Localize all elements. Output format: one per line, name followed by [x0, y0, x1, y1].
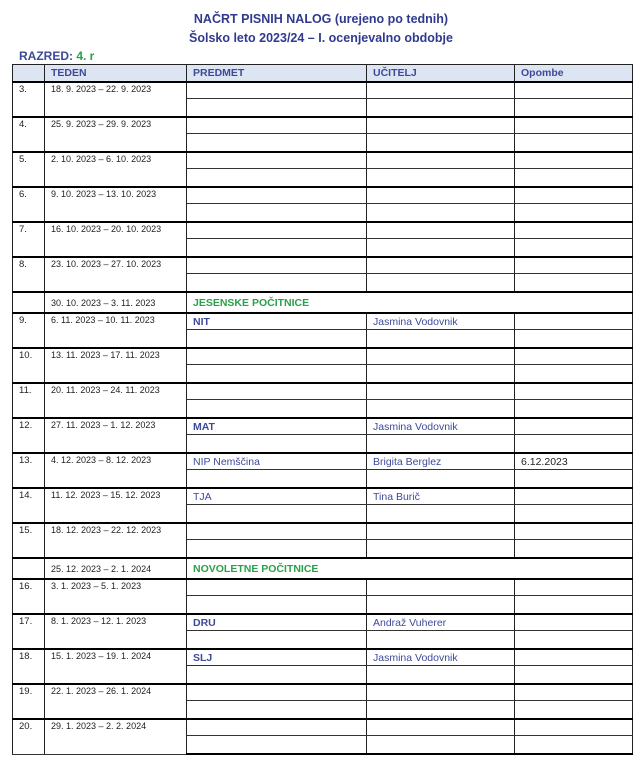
week-dates-cell: 22. 1. 2023 – 26. 1. 2024	[45, 684, 187, 719]
note-cell	[515, 152, 633, 169]
week-dates-cell: 23. 10. 2023 – 27. 10. 2023	[45, 257, 187, 292]
table-row	[13, 719, 633, 736]
table-body	[13, 82, 633, 754]
subject-cell-blank	[187, 169, 367, 188]
week-dates-cell: 3. 1. 2023 – 5. 1. 2023	[45, 579, 187, 614]
holiday-name: JESENSKE POČITNICE	[187, 292, 633, 313]
subject-cell-blank	[187, 99, 367, 118]
teacher-cell-blank	[367, 239, 515, 258]
week-number-cell: 17.	[13, 614, 45, 649]
teacher-cell	[367, 152, 515, 169]
subject-cell	[187, 383, 367, 400]
teacher-cell-blank	[367, 736, 515, 755]
week-dates-cell: 27. 11. 2023 – 1. 12. 2023	[45, 418, 187, 453]
note-cell	[515, 684, 633, 701]
note-cell-blank	[515, 470, 633, 489]
header-predmet: PREDMET	[187, 65, 367, 83]
subject-cell	[187, 117, 367, 134]
teacher-cell	[367, 523, 515, 540]
week-dates-cell: 25. 12. 2023 – 2. 1. 2024	[45, 558, 187, 579]
note-cell-blank	[515, 239, 633, 258]
note-cell	[515, 348, 633, 365]
teacher-cell-blank	[367, 701, 515, 720]
class-value: 4. r	[76, 49, 95, 63]
week-number-cell: 13.	[13, 453, 45, 488]
subject-cell: NIT	[187, 313, 367, 330]
week-number-cell: 12.	[13, 418, 45, 453]
header-opombe: Opombe	[515, 65, 633, 83]
note-cell-blank	[515, 169, 633, 188]
test-schedule-table	[12, 64, 633, 755]
teacher-cell-blank	[367, 596, 515, 615]
subject-cell-blank	[187, 540, 367, 559]
week-dates-cell: 18. 9. 2023 – 22. 9. 2023	[45, 82, 187, 117]
note-cell: 6.12.2023	[515, 453, 633, 470]
subject-cell-blank	[187, 134, 367, 153]
table-row	[13, 684, 633, 701]
subject-cell	[187, 187, 367, 204]
subject-cell-blank	[187, 701, 367, 720]
teacher-cell	[367, 222, 515, 239]
subject-cell-blank	[187, 666, 367, 685]
subject-cell: DRU	[187, 614, 367, 631]
subject-cell	[187, 719, 367, 736]
note-cell-blank	[515, 631, 633, 650]
week-dates-cell: 4. 12. 2023 – 8. 12. 2023	[45, 453, 187, 488]
week-number-cell: 6.	[13, 187, 45, 222]
week-dates-cell: 29. 1. 2023 – 2. 2. 2024	[45, 719, 187, 754]
note-cell	[515, 523, 633, 540]
week-dates-cell: 11. 12. 2023 – 15. 12. 2023	[45, 488, 187, 523]
note-cell	[515, 418, 633, 435]
week-number-cell: 15.	[13, 523, 45, 558]
table-row	[13, 418, 633, 435]
teacher-cell: Jasmina Vodovnik	[367, 418, 515, 435]
table-row	[13, 453, 633, 470]
class-label	[19, 49, 94, 63]
subject-cell	[187, 523, 367, 540]
note-cell-blank	[515, 274, 633, 293]
subject-cell	[187, 684, 367, 701]
subject-cell-blank	[187, 435, 367, 454]
class-label-text: RAZRED:	[19, 49, 73, 63]
note-cell	[515, 719, 633, 736]
week-number-cell: 14.	[13, 488, 45, 523]
teacher-cell-blank	[367, 365, 515, 384]
subject-cell	[187, 82, 367, 99]
teacher-cell-blank	[367, 470, 515, 489]
note-cell-blank	[515, 365, 633, 384]
week-number-cell: 4.	[13, 117, 45, 152]
week-dates-cell: 16. 10. 2023 – 20. 10. 2023	[45, 222, 187, 257]
note-cell-blank	[515, 596, 633, 615]
holiday-row	[13, 292, 633, 313]
teacher-cell-blank	[367, 505, 515, 524]
header-teden: TEDEN	[45, 65, 187, 83]
teacher-cell: Tina Burič	[367, 488, 515, 505]
note-cell-blank	[515, 701, 633, 720]
note-cell-blank	[515, 330, 633, 349]
teacher-cell-blank	[367, 435, 515, 454]
document-subtitle: Šolsko leto 2023/24 – I. ocenjevalno obdobje	[189, 31, 453, 45]
teacher-cell	[367, 684, 515, 701]
subject-cell: TJA	[187, 488, 367, 505]
teacher-cell-blank	[367, 274, 515, 293]
table-row	[13, 222, 633, 239]
subject-cell	[187, 222, 367, 239]
table-row	[13, 523, 633, 540]
week-dates-cell: 6. 11. 2023 – 10. 11. 2023	[45, 313, 187, 348]
subject-cell	[187, 257, 367, 274]
holiday-name: NOVOLETNE POČITNICE	[187, 558, 633, 579]
table-header-row	[13, 65, 633, 83]
table-row	[13, 117, 633, 134]
note-cell	[515, 257, 633, 274]
week-number-cell: 8.	[13, 257, 45, 292]
teacher-cell: Brigita Berglez	[367, 453, 515, 470]
table-row	[13, 649, 633, 666]
table-row	[13, 82, 633, 99]
teacher-cell	[367, 348, 515, 365]
teacher-cell	[367, 257, 515, 274]
table-row	[13, 152, 633, 169]
table-row	[13, 488, 633, 505]
note-cell-blank	[515, 204, 633, 223]
week-number-cell	[13, 558, 45, 579]
table-row	[13, 313, 633, 330]
teacher-cell	[367, 117, 515, 134]
subject-cell-blank	[187, 631, 367, 650]
teacher-cell	[367, 82, 515, 99]
note-cell	[515, 488, 633, 505]
week-dates-cell: 18. 12. 2023 – 22. 12. 2023	[45, 523, 187, 558]
subject-cell-blank	[187, 400, 367, 419]
week-dates-cell: 15. 1. 2023 – 19. 1. 2024	[45, 649, 187, 684]
week-dates-cell: 13. 11. 2023 – 17. 11. 2023	[45, 348, 187, 383]
teacher-cell	[367, 187, 515, 204]
note-cell-blank	[515, 99, 633, 118]
week-number-cell: 10.	[13, 348, 45, 383]
note-cell-blank	[515, 736, 633, 755]
week-number-cell: 19.	[13, 684, 45, 719]
week-number-cell	[13, 292, 45, 313]
note-cell	[515, 614, 633, 631]
subject-cell-blank	[187, 596, 367, 615]
header-ucitelj: UČITELJ	[367, 65, 515, 83]
note-cell-blank	[515, 134, 633, 153]
teacher-cell: Andraž Vuherer	[367, 614, 515, 631]
week-dates-cell: 9. 10. 2023 – 13. 10. 2023	[45, 187, 187, 222]
subject-cell	[187, 579, 367, 596]
week-dates-cell: 25. 9. 2023 – 29. 9. 2023	[45, 117, 187, 152]
teacher-cell-blank	[367, 134, 515, 153]
teacher-cell-blank	[367, 631, 515, 650]
table-row	[13, 257, 633, 274]
subject-cell	[187, 152, 367, 169]
subject-cell: NIP Nemščina	[187, 453, 367, 470]
subject-cell-blank	[187, 239, 367, 258]
teacher-cell: Jasmina Vodovnik	[367, 313, 515, 330]
subject-cell-blank	[187, 365, 367, 384]
note-cell-blank	[515, 505, 633, 524]
header-week-number	[13, 65, 45, 83]
note-cell	[515, 222, 633, 239]
week-number-cell: 11.	[13, 383, 45, 418]
teacher-cell	[367, 579, 515, 596]
table-row	[13, 187, 633, 204]
note-cell	[515, 187, 633, 204]
week-number-cell: 16.	[13, 579, 45, 614]
subject-cell-blank	[187, 505, 367, 524]
note-cell-blank	[515, 435, 633, 454]
subject-cell-blank	[187, 330, 367, 349]
teacher-cell	[367, 383, 515, 400]
week-number-cell: 7.	[13, 222, 45, 257]
week-number-cell: 5.	[13, 152, 45, 187]
week-dates-cell: 30. 10. 2023 – 3. 11. 2023	[45, 292, 187, 313]
note-cell	[515, 313, 633, 330]
table-row	[13, 579, 633, 596]
table-row	[13, 614, 633, 631]
teacher-cell: Jasmina Vodovnik	[367, 649, 515, 666]
note-cell	[515, 117, 633, 134]
week-number-cell: 20.	[13, 719, 45, 754]
teacher-cell-blank	[367, 169, 515, 188]
week-number-cell: 3.	[13, 82, 45, 117]
subject-cell: SLJ	[187, 649, 367, 666]
teacher-cell-blank	[367, 400, 515, 419]
week-number-cell: 18.	[13, 649, 45, 684]
note-cell-blank	[515, 400, 633, 419]
document-title: NAČRT PISNIH NALOG (urejeno po tednih)	[193, 12, 449, 26]
week-number-cell: 9.	[13, 313, 45, 348]
subject-cell-blank	[187, 470, 367, 489]
teacher-cell-blank	[367, 666, 515, 685]
note-cell	[515, 383, 633, 400]
subject-cell-blank	[187, 274, 367, 293]
teacher-cell-blank	[367, 330, 515, 349]
table-row	[13, 348, 633, 365]
note-cell	[515, 82, 633, 99]
subject-cell: MAT	[187, 418, 367, 435]
teacher-cell	[367, 719, 515, 736]
teacher-cell-blank	[367, 99, 515, 118]
note-cell	[515, 649, 633, 666]
note-cell	[515, 579, 633, 596]
holiday-row	[13, 558, 633, 579]
table-row	[13, 383, 633, 400]
teacher-cell-blank	[367, 204, 515, 223]
subject-cell	[187, 348, 367, 365]
note-cell-blank	[515, 666, 633, 685]
week-dates-cell: 8. 1. 2023 – 12. 1. 2023	[45, 614, 187, 649]
note-cell-blank	[515, 540, 633, 559]
subject-cell-blank	[187, 736, 367, 755]
week-dates-cell: 2. 10. 2023 – 6. 10. 2023	[45, 152, 187, 187]
week-dates-cell: 20. 11. 2023 – 24. 11. 2023	[45, 383, 187, 418]
teacher-cell-blank	[367, 540, 515, 559]
subject-cell-blank	[187, 204, 367, 223]
